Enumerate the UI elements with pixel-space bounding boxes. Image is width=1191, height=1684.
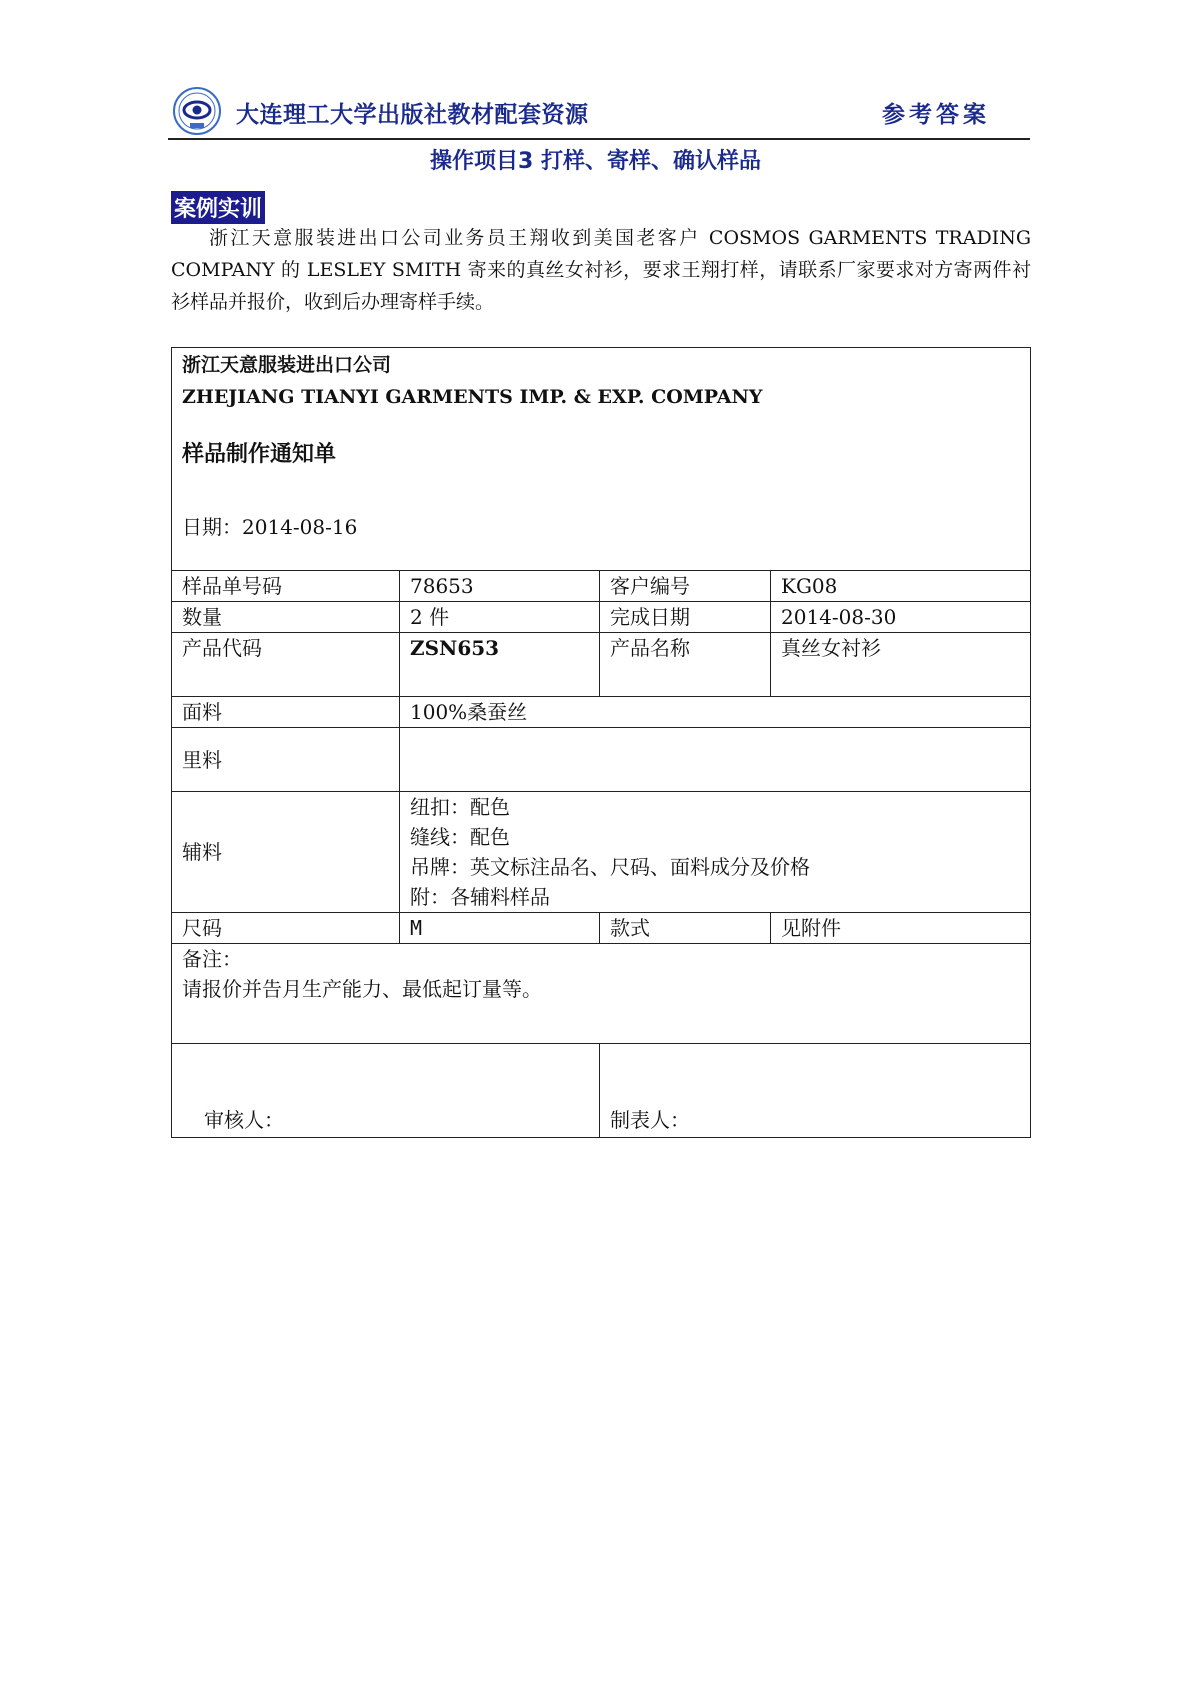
- sample-notice-form: [171, 347, 1031, 1138]
- company-name-en: ZHEJIANG TIANYI GARMENTS IMP. & EXP. COMPANY: [182, 386, 763, 408]
- accessories-list: [400, 792, 1031, 913]
- form-date: 日期：2014-08-16: [182, 515, 358, 539]
- table-row: [172, 602, 1031, 633]
- remarks-text: 请报价并告月生产能力、最低起订量等。: [182, 977, 542, 1001]
- project-title: 操作项目3 打样、寄样、确认样品: [430, 149, 761, 174]
- fabric-label: 面料: [172, 697, 400, 728]
- lining-value: [400, 728, 1031, 792]
- sample-no-value: 78653: [400, 571, 600, 602]
- customer-no-label: 客户编号: [600, 571, 771, 602]
- table-row: [172, 697, 1031, 728]
- lining-label: 里料: [172, 728, 400, 792]
- qty-value: 2 件: [400, 602, 600, 633]
- product-code-label: 产品代码: [172, 633, 400, 697]
- style-label: 款式: [600, 913, 771, 944]
- form-title: 样品制作通知单: [182, 442, 337, 467]
- table-row: [172, 633, 1031, 697]
- table-row: [172, 913, 1031, 944]
- size-label: 尺码: [172, 913, 400, 944]
- product-name-value: 真丝女衬衫: [771, 633, 1031, 697]
- reviewer-signature: 审核人：: [172, 1044, 600, 1138]
- table-row: [172, 728, 1031, 792]
- company-name-cn: 浙江天意服装进出口公司: [182, 354, 392, 376]
- qty-label: 数量: [172, 602, 400, 633]
- preparer-signature: 制表人：: [600, 1044, 1031, 1138]
- form-header-row: [172, 348, 1031, 571]
- signature-row: [172, 1044, 1031, 1138]
- fabric-value: 100%桑蚕丝: [400, 697, 1031, 728]
- style-value: 见附件: [771, 913, 1031, 944]
- accessory-item: 附：各辅料样品: [410, 885, 550, 909]
- customer-no-value: KG08: [771, 571, 1031, 602]
- accessories-label: 辅料: [172, 792, 400, 913]
- page-header: [168, 82, 1030, 140]
- publisher-name: 大连理工大学出版社教材配套资源: [236, 102, 589, 128]
- answer-tag: 参考答案: [882, 102, 990, 128]
- table-row: [172, 944, 1031, 1044]
- size-value: M: [400, 913, 600, 944]
- accessory-item: 纽扣：配色: [410, 795, 510, 819]
- form-header-cell: [172, 348, 1031, 571]
- intro-paragraph: 浙江天意服装进出口公司业务员王翔收到美国老客户 COSMOS GARMENTS TRADING COMPANY 的 LESLEY SMITH 寄来的真丝女衬衫，要求王翔打样，请联系厂家要求对方寄两件衬衫样品并报价，收到后办理寄样手续。: [171, 227, 1031, 313]
- accessory-item: 缝线：配色: [410, 825, 510, 849]
- remarks-label: 备注：: [182, 947, 242, 971]
- finish-date-label: 完成日期: [600, 602, 771, 633]
- university-seal-icon: [172, 86, 222, 136]
- section-label: 案例实训: [171, 191, 265, 224]
- product-code-value: ZSN653: [400, 633, 600, 697]
- finish-date-value: 2014-08-30: [771, 602, 1031, 633]
- accessory-item: 吊牌：英文标注品名、尺码、面料成分及价格: [410, 855, 810, 879]
- sample-no-label: 样品单号码: [172, 571, 400, 602]
- remarks-cell: [172, 944, 1031, 1044]
- table-row: [172, 792, 1031, 913]
- table-row: [172, 571, 1031, 602]
- product-name-label: 产品名称: [600, 633, 771, 697]
